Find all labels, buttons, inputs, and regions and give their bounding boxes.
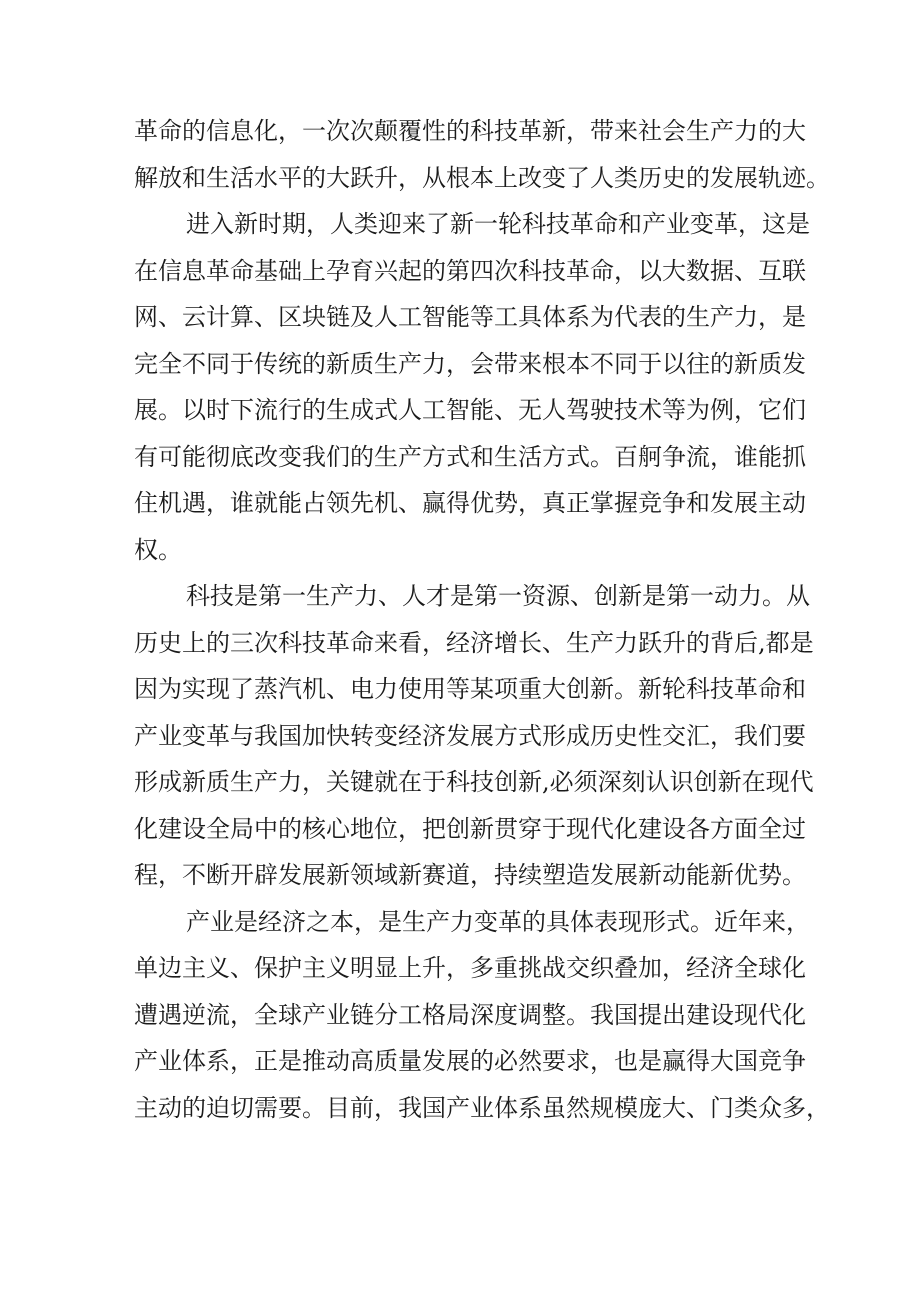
text-line: 形成新质生产力，关键就在于科技创新,必须深刻认识创新在现代 (134, 768, 814, 796)
text-line: 产业体系，正是推动高质量发展的必然要求，也是赢得大国竞争 (134, 1047, 806, 1075)
paragraph-first-line: 科技是第一生产力、人才是第一资源、创新是第一动力。从 (186, 582, 810, 610)
text-line: 历史上的三次科技革命来看，经济增长、生产力跃升的背后,都是 (134, 628, 814, 657)
paragraph-first-line: 产业是经济之本，是生产力变革的具体表现形式。近年来， (186, 907, 810, 936)
text-line: 住机遇，谁就能占领先机、赢得优势，真正掌握竞争和发展主动 (134, 489, 806, 517)
paragraph-first-line: 进入新时期，人类迎来了新一轮科技革命和产业变革，这是 (186, 210, 810, 238)
paragraph-last-line: 权。 (134, 535, 182, 564)
text-line: 完全不同于传统的新质生产力，会带来根本不同于以往的新质发 (134, 349, 806, 378)
text-line: 化建设全局中的核心地位，把创新贯穿于现代化建设各方面全过 (134, 814, 806, 843)
text-line: 革命的信息化，一次次颠覆性的科技革新，带来社会生产力的大 (134, 117, 806, 145)
text-line: 在信息革命基础上孕育兴起的第四次科技革命，以大数据、互联 (134, 256, 806, 285)
text-line: 主动的迫切需要。目前，我国产业体系虽然规模庞大、门类众多， (134, 1093, 830, 1122)
paragraph-last-line: 程，不断开辟发展新领域新赛道，持续塑造发展新动能新优势。 (134, 861, 806, 889)
text-line: 单边主义、保护主义明显上升，多重挑战交织叠加，经济全球化 (134, 954, 806, 982)
text-line: 展。以时下流行的生成式人工智能、无人驾驶技术等为例，它们 (134, 396, 806, 424)
text-line: 因为实现了蒸汽机、电力使用等某项重大创新。新轮科技革命和 (134, 675, 806, 703)
text-line: 遭遇逆流，全球产业链分工格局深度调整。我国提出建设现代化 (134, 1000, 806, 1029)
text-line: 产业变革与我国加快转变经济发展方式形成历史性交汇，我们要 (134, 721, 806, 750)
text-line: 有可能彻底改变我们的生产方式和生活方式。百舸争流，谁能抓 (134, 442, 806, 471)
text-line: 网、云计算、区块链及人工智能等工具体系为代表的生产力，是 (134, 303, 806, 331)
document-body (134, 108, 830, 1131)
text-line: 解放和生活水平的大跃升，从根本上改变了人类历史的发展轨迹。 (134, 163, 830, 192)
